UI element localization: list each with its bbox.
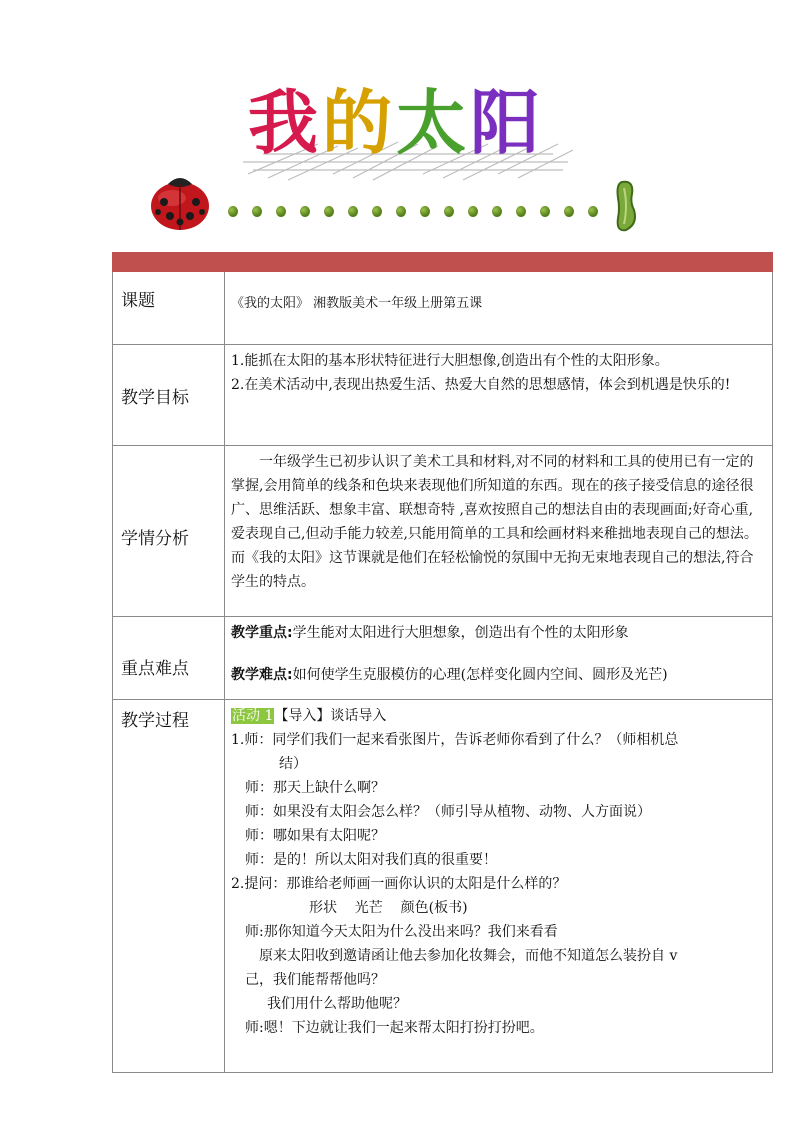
green-dot-icon bbox=[468, 206, 478, 217]
difficulty-text: 如何使学生克服模仿的心理(怎样变化圆内空间、圆形及光芒) bbox=[292, 667, 668, 683]
table-header-band bbox=[113, 253, 773, 272]
process-label: 教学过程 bbox=[113, 700, 225, 1073]
topic-label: 课题 bbox=[113, 272, 225, 345]
green-dot-icon bbox=[348, 206, 358, 217]
green-dot-icon bbox=[372, 206, 382, 217]
process-line: 己，我们能帮帮他吗？ bbox=[245, 972, 385, 988]
green-dot-icon bbox=[228, 206, 238, 217]
difficulty-label: 教学难点: bbox=[231, 667, 293, 683]
lesson-plan-table bbox=[112, 252, 773, 1073]
process-line: 原来太阳收到邀请函让他去参加化妆舞会，而他不知道怎么装扮自 v bbox=[259, 948, 678, 964]
table-row-analysis bbox=[113, 446, 773, 617]
ladybug-icon bbox=[148, 172, 212, 232]
green-dot-icon bbox=[588, 206, 598, 217]
green-dot-icon bbox=[540, 206, 550, 217]
green-dot-icon bbox=[444, 206, 454, 217]
process-line: 结） bbox=[279, 756, 307, 772]
process-line: 师：哪如果有太阳呢？ bbox=[245, 828, 385, 844]
green-dot-icon bbox=[276, 206, 286, 217]
process-line: 师：如果没有太阳会怎么样？（师引导从植物、动物、人方面说） bbox=[245, 804, 651, 820]
green-dot-icon bbox=[396, 206, 406, 217]
green-dot-icon bbox=[492, 206, 502, 217]
analysis-content bbox=[225, 446, 773, 617]
green-dot-icon bbox=[420, 206, 430, 217]
peapod-icon bbox=[612, 178, 640, 234]
green-dot-icon bbox=[324, 206, 334, 217]
activity-title: 【导入】谈话导入 bbox=[274, 708, 387, 724]
goal-item: 2.在美术活动中,表现出热爱生活、热爱大自然的思想感情，体会到机遇是快乐的! bbox=[231, 377, 731, 393]
title-char-3: 太 bbox=[396, 82, 470, 164]
title-art bbox=[230, 78, 590, 188]
dot-row bbox=[228, 202, 608, 222]
focus-text: 学生能对太阳进行大胆想象，创造出有个性的太阳形象 bbox=[292, 625, 629, 641]
key-points-label: 重点难点 bbox=[113, 617, 225, 700]
process-line: 师：那天上缺什么啊？ bbox=[245, 780, 385, 796]
table-row-process bbox=[113, 700, 773, 1073]
page-title bbox=[248, 82, 544, 164]
activity-tag: 活动 1 bbox=[232, 708, 274, 724]
process-line: 师:嗯！下边就让我们一起来帮太阳打扮打扮吧。 bbox=[245, 1020, 544, 1036]
process-line: 我们用什么帮助他呢？ bbox=[267, 996, 407, 1012]
process-line: 师：是的！所以太阳对我们真的很重要！ bbox=[245, 852, 497, 868]
table-row-key-points bbox=[113, 617, 773, 700]
table-row-goals bbox=[113, 345, 773, 446]
title-char-4: 阳 bbox=[470, 82, 544, 164]
process-line: 2.提问：那谁给老师画一画你认识的太阳是什么样的？ bbox=[231, 876, 567, 892]
goals-label: 教学目标 bbox=[113, 345, 225, 446]
process-line: 1.师：同学们我们一起来看张图片，告诉老师你看到了什么？（师相机总 bbox=[231, 732, 679, 748]
green-dot-icon bbox=[252, 206, 262, 217]
analysis-label: 学情分析 bbox=[113, 446, 225, 617]
title-char-2: 的 bbox=[322, 82, 396, 164]
key-points-content bbox=[225, 617, 773, 700]
focus-label: 教学重点: bbox=[231, 625, 293, 641]
goal-item: 1.能抓在太阳的基本形状特征进行大胆想像,创造出有个性的太阳形象。 bbox=[231, 353, 669, 369]
process-line: 师:那你知道今天太阳为什么没出来吗？我们来看看 bbox=[245, 924, 558, 940]
process-line: 形状 光芒 颜色(板书) bbox=[309, 900, 468, 916]
green-dot-icon bbox=[300, 206, 310, 217]
green-dot-icon bbox=[564, 206, 574, 217]
title-char-1: 我 bbox=[248, 82, 322, 164]
topic-value: 《我的太阳》 湘教版美术一年级上册第五课 bbox=[225, 272, 773, 345]
table-row-topic bbox=[113, 272, 773, 345]
goals-content bbox=[225, 345, 773, 446]
green-dot-icon bbox=[516, 206, 526, 217]
analysis-text: 一年级学生已初步认识了美术工具和材料,对不同的材料和工具的使用已有一定的掌握,会用简单的线条和色块来表现他们所知道的东西。现在的孩子接受信息的途径很广、思维活跃、想象丰富、联想奇特 ,喜欢按照自己的想法自由的表现画面;好奇心重,爱表现自己,但动手能力较差,只能用简单的工具和绘画材料来稚拙地表现自己的想法。而《我的太阳》这节课就是他们在轻松愉悦的氛围中无拘无束地表现自己的想法,符合学生的特点。 bbox=[231, 454, 758, 590]
process-content bbox=[225, 700, 773, 1073]
